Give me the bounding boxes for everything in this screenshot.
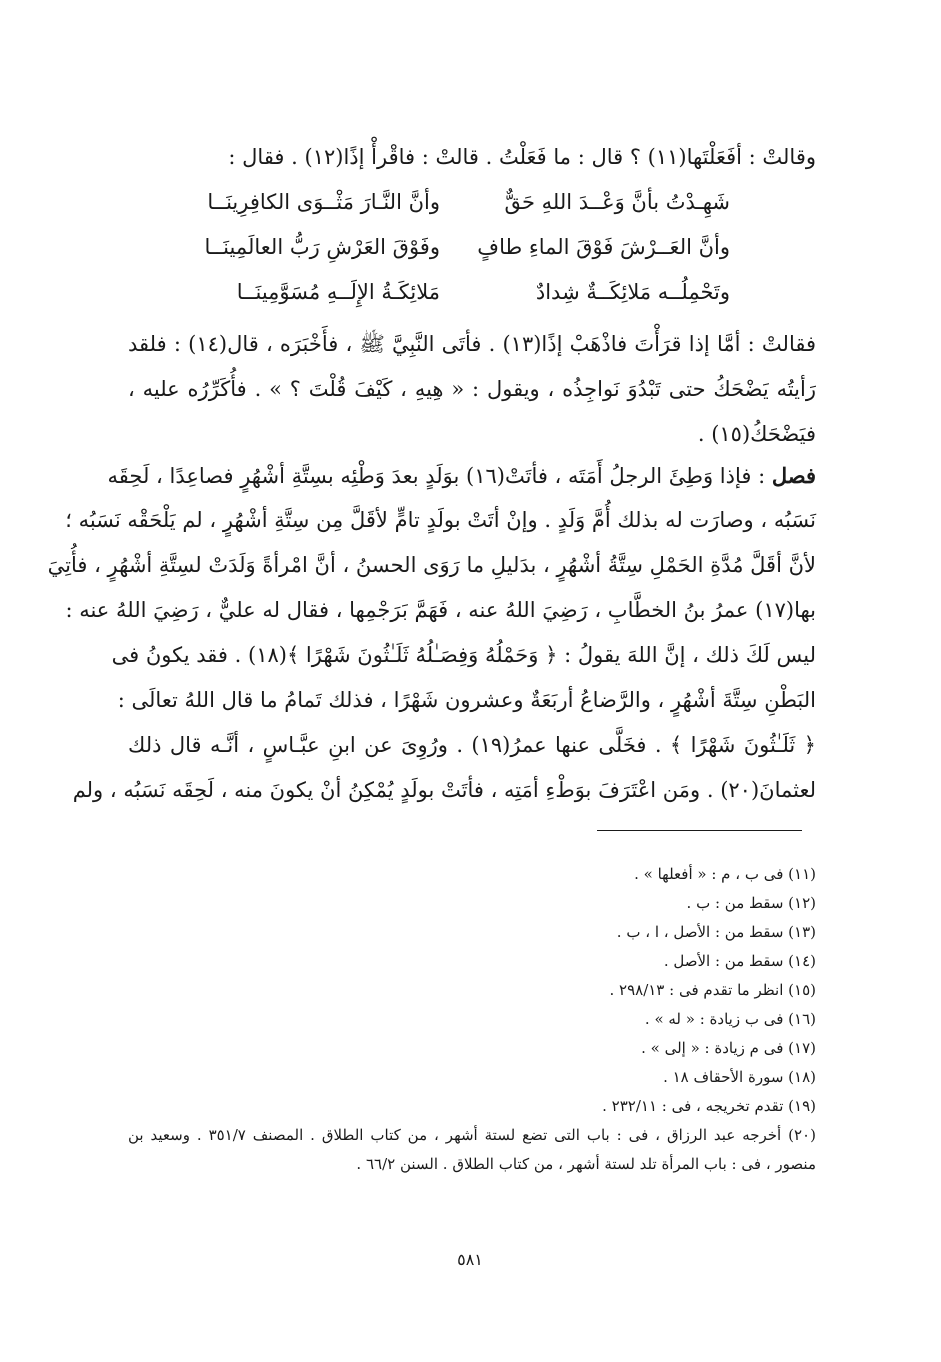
footnote: (١٩) تقدم تخريجه ، فى : ٢٣٢/١١ . [602,1097,816,1115]
text-line: ليس لَكَ ذلك ، إنَّ اللهَ يقولُ : ﴿ وَحَمْلُهُ وَفِصَـٰلُهُ ثَلَـٰثُونَ شَهْرًا ﴾(١٨) . فقد يكونُ فى [111,643,816,667]
footnote: (١٣) سقط من : الأصل ، ا ، ب . [616,923,816,941]
paragraph-response [128,322,816,457]
paragraph-intro [128,135,816,180]
text-line: ﴿ ثَلَـٰثُونَ شَهْرًا ﴾ . فخَلَّى عنها عمرُ(١٩) . ورُوِىَ عن ابنِ عبَّـاسٍ ، أنَّـه قال ذلك [128,733,816,757]
footnote: (١٦) فى ب زيادة : « له » . [644,1010,816,1028]
poem-hemistich-first: وأنَّ العَــرْشَ فَوْقَ الماءِ طافٍ [477,235,730,259]
footnote-continued: منصور ، فى : باب المرأة تلد لستة أشهر ، من كتاب الطلاق . السنن ٦٦/٢ . [356,1155,816,1173]
poem-hemistich-second: وأنَّ النَّـارَ مَثْــوَى الكافِرِينَــا [207,190,440,214]
poem-hemistich-first: شَهِـدْتُ بأنَّ وَعْــدَ اللهِ حَقٌّ [504,190,730,214]
footnotes [128,860,816,1179]
text-line: فقالتْ : أمَّا إذا قرَأْتَ فاذْهَبْ إذًا(١٣) . فأتَى النَّبِيَّ ﷺ ، فأَخْبَرَه ، قال(١٤) : فلقد [128,332,816,356]
poem-verse [170,180,730,225]
section-first-line: : فإذا وَطِئَ الرجلُ أَمَتَه ، فأتَتْ(١٦) بوَلَدٍ بعدَ وَطْئِه بسِتَّةِ أشْهُرٍ فصاعِدًا ، لَحِقَه [107,464,766,488]
section-fasl [47,453,816,813]
footnote: (١٤) سقط من : الأصل . [663,952,816,970]
text-line: لعثمانَ(٢٠) . ومَن اعْتَرَفَ بوَطْءِ أمَتِه ، فأتَتْ بولَدٍ يُمْكِنُ أنْ يكونَ منه ، لَحِقَه نَسَبُه ، ولم [72,778,816,802]
text-line: البَطْنِ سِتَّةَ أشْهُرٍ ، والرَّضاعُ أربَعَةٌ وعشرون شَهْرًا ، فذلك تَمامُ ما قال اللهُ تعالَى : [117,688,816,712]
text-line: بها(١٧) عمرُ بنُ الخطَّابِ ، رَضِيَ اللهُ عنه ، فَهَمَّ بَرَجْمِها ، فقال له عليٌّ ، رَضِيَ اللهُ عنه : [65,598,816,622]
text-line: وقالتْ : أفَعَلْتَها(١١) ؟ قال : ما فَعَلْتُ . قالتْ : فاقْرأْ إذًا(١٢) . فقال : [228,145,816,169]
poem-hemistich-second: وفَوْقَ العَرْشِ رَبُّ العالَمِينَــا [204,235,440,259]
text-line: لأنَّ أقَلَّ مُدَّةِ الحَمْلِ سِتَّةُ أشْهُرٍ ، بدَليلِ ما رَوَى الحسنُ ، أنَّ امْرأةً وَلَدَتْ لسِتَّةِ أشْهُرٍ ، فأُتِيَ [47,553,816,577]
footnote: (١٧) فى م زيادة : « إلى » . [641,1039,816,1057]
footnote: (٢٠) أخرجه عبد الرزاق ، فى : باب التى تضع لستة أشهر ، من كتاب الطلاق . المصنف ٣٥١/٧ . وسعيد بن [128,1126,816,1144]
poem-hemistich-first: وتَحْمِلُــه مَلائِكَــةٌ شِدادٌ [535,280,730,304]
text-line: فيَضْحَكُ(١٥) . [697,422,816,446]
section-heading: فصل [771,463,816,488]
poem-verse [170,225,730,270]
footnote: (١١) فى ب ، م : « أفعلها » . [634,865,816,883]
poem-hemistich-second: مَلائِكَـةُ الإِلَــهِ مُسَوَّمِينَــا [236,280,440,304]
footnote: (١٢) سقط من : ب . [686,894,816,912]
footnote: (١٨) سورة الأحقاف ١٨ . [663,1068,816,1086]
page-number: ٥٨١ [457,1250,483,1269]
footnote-divider [597,830,802,831]
text-line [107,453,816,498]
text-line: نَسَبُه ، وصارَت له بذلك أُمَّ وَلَدٍ . وإنْ أتَتْ بولَدٍ تامٍّ لأقَلَّ مِن سِتَّةِ أشْهُرٍ ، لم يَلْحَقْه نَسَبُه ؛ [65,508,816,532]
footnote: (١٥) انظر ما تقدم فى : ٢٩٨/١٣ . [609,981,816,999]
poem-verse [170,270,730,315]
text-line: رَأيتُه يَضْحَكُ حتى تَبْدُوَ نَواجِذُه ، ويقول : « هِيهِ ، كَيْفَ قُلْتَ ؟ » . فأُكَرِّرُه عليه ، [128,377,816,401]
poem [170,180,730,315]
